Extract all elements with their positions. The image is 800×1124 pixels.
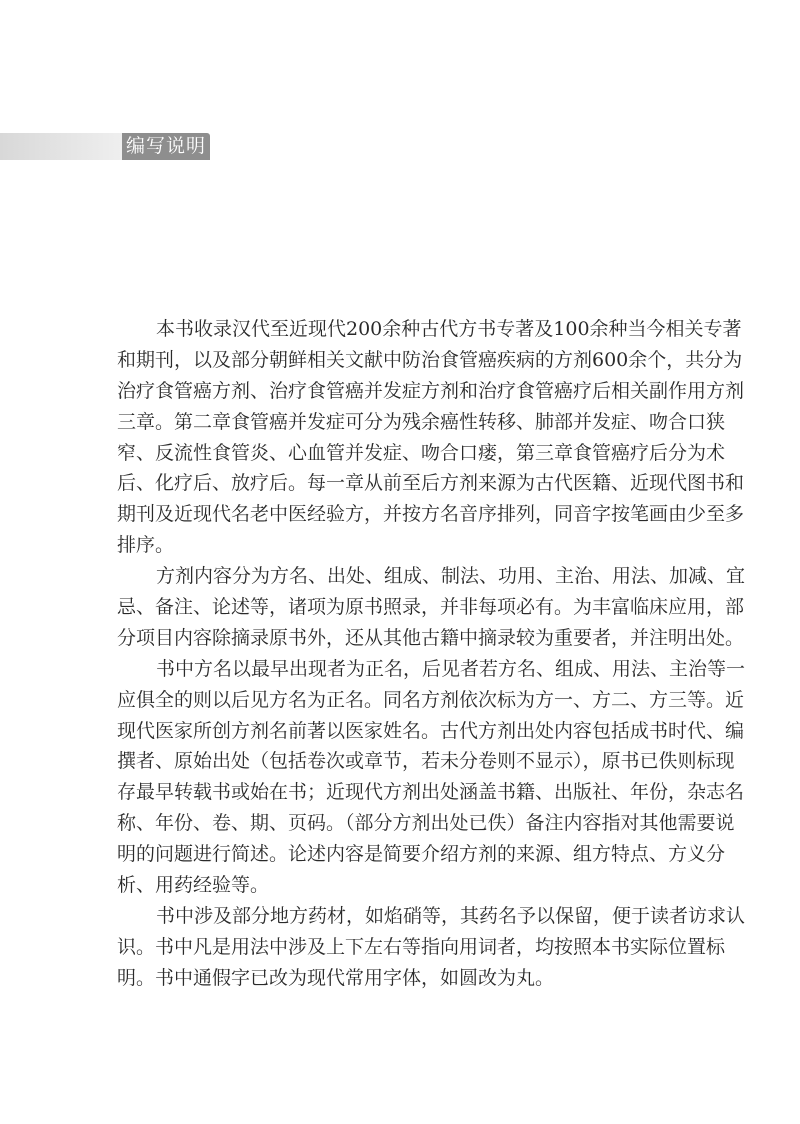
- text-line: 三章。第二章食管癌并发症可分为残余癌性转移、肺部并发症、吻合口狭: [117, 410, 726, 433]
- text-line: 窄、反流性食管炎、心血管并发症、吻合口瘘，第三章食管癌疗后分为术: [117, 441, 726, 464]
- document-body: [117, 314, 746, 994]
- text-line: 应俱全的则以后见方名为正名。同名方剂依次标为方一、方二、方三等。近: [117, 688, 745, 711]
- text-line: 分项目内容除摘录原书外，还从其他古籍中摘录较为重要者，并注明出处。: [117, 626, 745, 649]
- text-line: 析、用药经验等。: [117, 874, 270, 897]
- text-line: 现代医家所创方剂名前著以医家姓名。古代方剂出处内容包括成书时代、编: [117, 719, 745, 742]
- text-line: 治疗食管癌方剂、治疗食管癌并发症方剂和治疗食管癌疗后相关副作用方剂: [117, 379, 745, 402]
- text-line: 明的问题进行简述。论述内容是简要介绍方剂的来源、组方特点、方义分: [117, 843, 726, 866]
- text-line: 存最早转载书或始在书；近现代方剂出处涵盖书籍、出版社、年份，杂志名: [117, 781, 745, 804]
- text-line: 称、年份、卷、期、页码。（部分方剂出处已佚）备注内容指对其他需要说: [117, 812, 735, 835]
- text-line: 书中涉及部分地方药材，如焰硝等，其药名予以保留，便于读者访求认: [156, 904, 746, 927]
- text-line: 后、化疗后、放疗后。每一章从前至后方剂来源为古代医籍、近现代图书和: [117, 472, 745, 495]
- text-line: 书中方名以最早出现者为正名，后见者若方名、组成、用法、主治等一: [156, 657, 746, 680]
- text-line: 撰者、原始出处（包括卷次或章节，若未分卷则不显示），原书已佚则标现: [117, 750, 735, 773]
- paragraph: [117, 314, 745, 561]
- paragraph: [117, 901, 746, 994]
- text-line: 明。书中通假字已改为现代常用字体，如圆改为丸。: [117, 966, 555, 989]
- section-title: 编写说明: [122, 133, 210, 160]
- text-line: 期刊及近现代名老中医经验方，并按方名音序排列，同音字按笔画由少至多: [117, 503, 745, 526]
- text-line: 识。书中凡是用法中涉及上下左右等指向用词者，均按照本书实际位置标: [117, 935, 726, 958]
- text-line: 忌、备注、论述等，诸项为原书照录，并非每项必有。为丰富临床应用，部: [117, 596, 745, 619]
- text-line: 排序。: [117, 534, 175, 557]
- text-line: 本书收录汉代至近现代200余种古代方书专著及100余种当今相关专著: [156, 318, 742, 340]
- text-line: 方剂内容分为方名、出处、组成、制法、功用、主治、用法、加减、宜: [156, 565, 746, 588]
- text-line: 和期刊，以及部分朝鲜相关文献中防治食管癌疾病的方剂600余个，共分为: [117, 348, 743, 371]
- paragraph: [117, 561, 746, 654]
- paragraph: [117, 654, 746, 901]
- section-header-bar: [0, 133, 122, 160]
